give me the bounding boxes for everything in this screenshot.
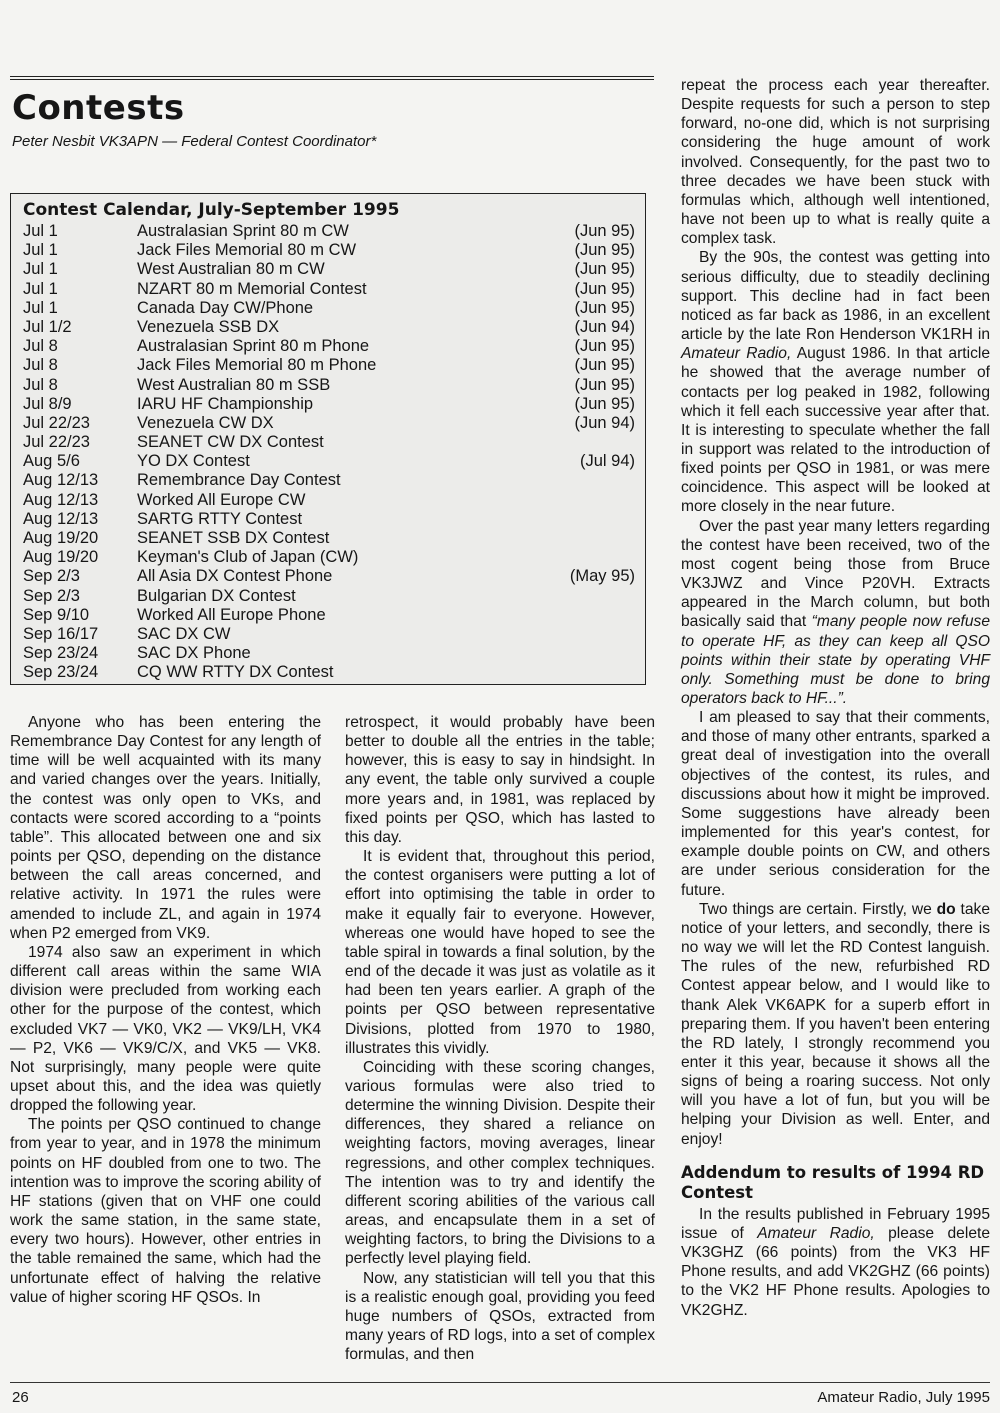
- text-run: In the results published in February 1995 issue of: [681, 1205, 990, 1242]
- calendar-reference: (Jun 95): [574, 279, 635, 298]
- calendar-contest-name: All Asia DX Contest Phone: [137, 567, 333, 586]
- article-column-1: [10, 713, 321, 1307]
- calendar-reference: (Jun 94): [574, 317, 635, 336]
- calendar-row: [23, 337, 637, 356]
- calendar-reference: [563, 491, 637, 510]
- paragraph: [681, 900, 990, 1149]
- calendar-date: Sep 9/10: [23, 605, 90, 624]
- paragraph: [681, 517, 990, 709]
- calendar-reference: [563, 471, 637, 490]
- calendar-contest-name: Venezuela CW DX: [137, 413, 274, 432]
- calendar-row: [23, 260, 637, 279]
- calendar-contest-name: Australasian Sprint 80 m Phone: [137, 337, 370, 356]
- calendar-reference: (Jun 95): [574, 337, 635, 356]
- calendar-date: Aug 19/20: [23, 529, 99, 547]
- contest-calendar-box: [10, 193, 646, 685]
- calendar-row: [23, 376, 637, 395]
- page-title: Contests: [12, 88, 185, 128]
- calendar-reference: (Jul 94): [579, 452, 635, 471]
- calendar-row: [23, 567, 637, 586]
- paragraph: repeat the process each year thereafter. Despite requests for such a person to step forward, no-one did, which is not surprising considering the huge amount of work involved. Consequently, for the past two to three decades we have been stuck with formulas which, although well intentioned, have not been up to what is really quite a complex task.: [681, 77, 990, 248]
- emphasis: do: [936, 900, 956, 918]
- calendar-contest-name: SARTG RTTY Contest: [137, 509, 303, 528]
- paragraph: The points per QSO continued to change from year to year, and in 1978 the minimum points on HF doubled from one to two. The intention was to improve the scoring ability of HF stations (given that on VHF one could work the same station, in the same state, every two hours). However, other entries in the table remained the same, which had the unfortunate effect of halving the relative value of higher scoring HF QSOs. In: [10, 1116, 321, 1306]
- calendar-date: Aug 12/13: [23, 490, 99, 509]
- paragraph: I am pleased to say that their comments, and those of many other entrants, sparked a great deal of investigation into the overall objectives of the contest, its rules, and discussions about how it might be improved. Some suggestions have already been implemented for this year's contest, for example double points on CW, and others are under serious consideration for the future.: [681, 709, 990, 899]
- footer-rule: [10, 1382, 990, 1383]
- calendar-contest-name: Bulgarian DX Contest: [137, 586, 296, 605]
- calendar-row: [23, 395, 637, 414]
- text-run: August 1986. In that article he showed that the average number of contacts per log peaked in 1982, following which it fell each successive year after that. It is interesting to speculate whether the fall in support was related to the introduction of fixed points per QSO in 1981, or was mere coincidence. This aspect will be looked at more closely in the near future.: [681, 345, 991, 516]
- calendar-date: Sep 2/3: [23, 586, 80, 605]
- calendar-contest-name: SAC DX CW: [137, 624, 231, 643]
- calendar-contest-name: Worked All Europe Phone: [137, 605, 326, 624]
- calendar-reference: [563, 510, 637, 529]
- paragraph: [681, 1205, 990, 1320]
- calendar-row: [23, 644, 637, 663]
- calendar-contest-name: IARU HF Championship: [137, 394, 314, 413]
- calendar-date: Aug 12/13: [23, 509, 99, 528]
- calendar-row: [23, 606, 637, 625]
- calendar-reference: [563, 433, 637, 452]
- calendar-row: [23, 548, 637, 567]
- calendar-row: [23, 663, 637, 682]
- calendar-contest-name: Venezuela SSB DX: [137, 317, 280, 336]
- paragraph: 1974 also saw an experiment in which different call areas within the same WIA division were precluded from working each other for the purpose of the contest, which excluded VK7 — VK0, VK2 — VK9/LH, VK4 — P2, VK6 — VK9/C/X, and VK5 — VK8. Not surprisingly, many people were quite upset about this, and the idea was quietly dropped the following year.: [10, 943, 321, 1115]
- calendar-contest-name: YO DX Contest: [137, 452, 250, 471]
- addendum-heading: Addendum to results of 1994 RD Contest: [681, 1162, 985, 1202]
- calendar-date: Sep 23/24: [23, 644, 99, 663]
- calendar-date: Jul 8/9: [23, 394, 72, 413]
- page-number: 26: [12, 1389, 29, 1406]
- calendar-date: Jul 1: [23, 241, 58, 260]
- quotation: “many people now refuse to operate HF, as they can keep all QSO points within their state by operating VHF only. Something must be done to bring operators back to HF...”.: [681, 613, 990, 707]
- calendar-contest-name: Australasian Sprint 80 m CW: [137, 222, 349, 240]
- header-rule: [10, 76, 654, 83]
- calendar-row: [23, 510, 637, 529]
- calendar-date: Sep 16/17: [23, 624, 99, 643]
- calendar-reference: [563, 529, 637, 548]
- calendar-contest-name: West Australian 80 m CW: [137, 260, 325, 279]
- calendar-reference: (Jun 95): [574, 222, 635, 240]
- calendar-row: [23, 280, 637, 299]
- calendar-reference: [563, 663, 637, 682]
- calendar-row: [23, 414, 637, 433]
- calendar-row: [23, 222, 637, 241]
- byline: Peter Nesbit VK3APN — Federal Contest Coordinator*: [12, 133, 377, 150]
- calendar-contest-name: SAC DX Phone: [137, 644, 251, 663]
- paragraph: Coinciding with these scoring changes, various formulas were also tried to determine the winning Division. Despite their differences, they shared a reliance on weighting factors, moving averages, linear regressions, and other complex techniques. The intention was to try and identify the different scoring abilities of the various call areas, and encapsulate them in a set of weighting factors, to bring the Divisions to a perfectly level playing field.: [345, 1058, 655, 1268]
- calendar-reference: [563, 606, 637, 625]
- calendar-reference: [563, 587, 637, 606]
- calendar-reference: (Jun 95): [574, 356, 635, 375]
- calendar-contest-name: Keyman's Club of Japan (CW): [137, 548, 359, 567]
- publication-name: Amateur Radio,: [681, 345, 792, 363]
- publication-name: Amateur Radio,: [757, 1224, 875, 1242]
- calendar-contest-name: Jack Files Memorial 80 m CW: [137, 241, 357, 260]
- calendar-reference: (Jun 95): [574, 298, 635, 317]
- calendar-reference: [563, 548, 637, 567]
- calendar-contest-name: Worked All Europe CW: [137, 490, 306, 509]
- calendar-date: Jul 1: [23, 279, 58, 298]
- calendar-row: [23, 356, 637, 375]
- calendar-reference: [563, 644, 637, 663]
- calendar-date: Aug 5/6: [23, 452, 80, 471]
- calendar-date: Sep 2/3: [23, 567, 80, 586]
- text-run: take notice of your letters, and secondly, there is no way we will let the RD Contest languish. The rules of the new, refurbished RD Contest appear below, and I would like to thank Alek VK6APK for a superb effort in preparing them. If you haven't been entering the RD lately, I strongly recommend you enter it this year, because it shows all the signs of being a roaring success. Not only will you have a lot of fun, but you will be helping your Division as well. Enter, and enjoy!: [681, 900, 991, 1148]
- calendar-date: Jul 8: [23, 375, 58, 394]
- calendar-date: Jul 8: [23, 356, 58, 375]
- calendar-contest-name: SEANET CW DX Contest: [137, 433, 324, 452]
- calendar-contest-name: NZART 80 m Memorial Contest: [137, 279, 367, 298]
- calendar-reference: (May 95): [569, 567, 635, 586]
- calendar-date: Sep 23/24: [23, 663, 99, 682]
- calendar-date: Jul 22/23: [23, 413, 90, 432]
- calendar-row: [23, 471, 637, 490]
- calendar-row: [23, 587, 637, 606]
- calendar-reference: (Jun 95): [574, 394, 635, 413]
- calendar-date: Jul 22/23: [23, 433, 90, 452]
- calendar-row: [23, 625, 637, 644]
- calendar-row: [23, 299, 637, 318]
- text-run: please delete VK3GHZ (66 points) from the VK3 HF Phone results, and add VK2GHZ (66 points) to the VK2 HF Phone results. Apologies to VK2GHZ.: [681, 1224, 990, 1319]
- article-column-2: [345, 713, 655, 1364]
- calendar-date: Aug 12/13: [23, 471, 99, 490]
- text-run: Over the past year many letters regarding the contest have been received, two of the most cogent being those from Bruce VK3JWZ and Vince P20VH. Extracts appeared in the March column, but both basically said that: [681, 517, 990, 631]
- publication-footer: Amateur Radio, July 1995: [817, 1389, 990, 1406]
- calendar-date: Jul 1: [23, 222, 58, 240]
- calendar-row: [23, 318, 637, 337]
- calendar-row: [23, 241, 637, 260]
- paragraph: retrospect, it would probably have been better to double all the entries in the table; however, this is easy to say in hindsight. In any event, the table only survived a couple more years and, in 1981, was replaced by fixed points per QSO, which has lasted to this day.: [345, 714, 655, 846]
- calendar-reference: (Jun 94): [574, 413, 635, 432]
- calendar-date: Jul 1/2: [23, 317, 72, 336]
- calendar-row: [23, 452, 637, 471]
- calendar-contest-name: Jack Files Memorial 80 m Phone: [137, 356, 377, 375]
- paragraph: Now, any statistician will tell you that this is a realistic enough goal, providing you feed huge numbers of QSOs, extracted from many years of RD logs, into a set of complex formulas, and then: [345, 1269, 655, 1364]
- calendar-contest-name: SEANET SSB DX Contest: [137, 529, 330, 547]
- calendar-reference: (Jun 95): [574, 375, 635, 394]
- calendar-rows: [23, 222, 637, 683]
- calendar-row: [23, 529, 637, 548]
- calendar-date: Jul 1: [23, 260, 58, 279]
- paragraph: Anyone who has been entering the Remembrance Day Contest for any length of time will be well acquainted with its many and varied changes over the years. Initially, the contest was only open to VKs, and contacts were scored according to a “points table”. This allocated between one and six points per QSO, depending on the distance between the call areas concerned, and relative activity. In 1971 the rules were amended to include ZL, and again in 1974 when P2 emerged from VK9.: [10, 714, 321, 942]
- calendar-title: Contest Calendar, July-September 1995: [23, 200, 400, 220]
- text-run: By the 90s, the contest was getting into serious difficulty, due to steadily declining support. This decline had in fact been noticed as far back as 1986, in an excellent article by the late Ron Henderson VK1RH in: [681, 249, 990, 344]
- calendar-date: Jul 8: [23, 337, 58, 356]
- calendar-contest-name: CQ WW RTTY DX Contest: [137, 663, 334, 682]
- calendar-reference: [563, 625, 637, 644]
- calendar-row: [23, 433, 637, 452]
- calendar-contest-name: Canada Day CW/Phone: [137, 298, 314, 317]
- calendar-reference: (Jun 95): [574, 260, 635, 279]
- calendar-date: Aug 19/20: [23, 548, 99, 567]
- calendar-date: Jul 1: [23, 298, 58, 317]
- calendar-contest-name: West Australian 80 m SSB: [137, 375, 331, 394]
- text-run: Two things are certain. Firstly, we: [699, 900, 937, 918]
- calendar-row: [23, 491, 637, 510]
- paragraph: [681, 248, 990, 516]
- calendar-reference: (Jun 95): [574, 241, 635, 260]
- article-column-3: [681, 76, 990, 1320]
- paragraph: It is evident that, throughout this period, the contest organisers were putting a lot of effort into optimising the table in order to make it equally fair to everyone. However, whereas one would have hoped to see the table spiral in towards a final solution, by the end of the decade it was just as volatile as it had been ten years earlier. A graph of the points per QSO between representative Divisions, plotted from 1970 to 1980, illustrates this vividly.: [345, 848, 655, 1057]
- calendar-contest-name: Remembrance Day Contest: [137, 471, 341, 490]
